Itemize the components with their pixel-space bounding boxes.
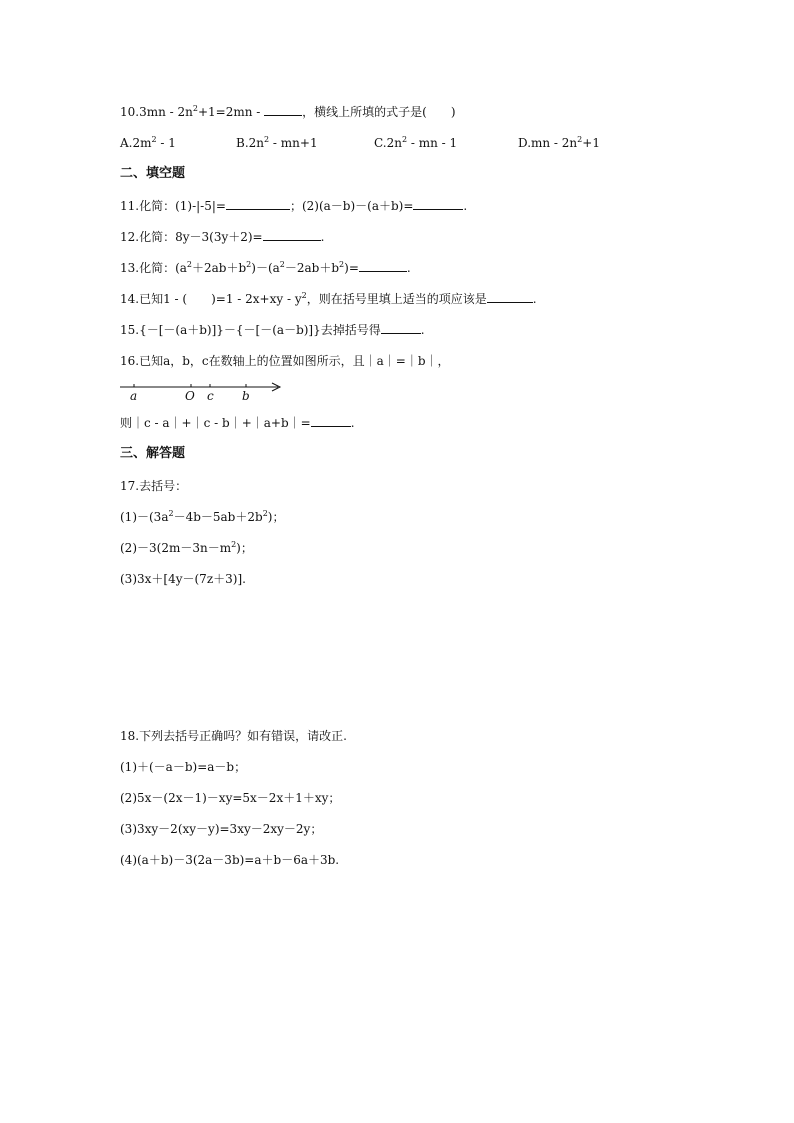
q11-blank-1[interactable] [226,198,290,210]
q17-part-2 [120,540,253,556]
q17-p1-text-1: (1)－(3a [120,510,169,524]
q13-text-2: ＋2ab＋b [192,261,247,275]
label-b: b [242,389,250,403]
q17-p2-text-2: )； [236,541,253,555]
option-a-sup: 2 [151,135,157,144]
question-13 [120,260,411,276]
q18-item-2: (2)5x－(2x－1)－xy=5x－2x＋1＋xy； [120,791,341,805]
q15-text-1: 15.{－[－(a＋b)]}－{－[－(a－b)]}去掉括号得 [120,323,381,337]
q17-p1-sup-2: 2 [262,509,268,518]
q15-blank[interactable] [381,322,421,334]
q14-text-3: . [532,292,537,306]
q11-text-3: . [463,199,468,213]
option-a-text: A.2m [120,136,152,150]
section-2-heading: 二、填空题 [120,166,186,181]
q16-blank[interactable] [311,415,351,427]
q16-text-1: 则｜c - a｜+｜c - b｜+｜a+b｜= [120,416,311,430]
option-d-tail: +1 [582,136,600,150]
q10-option-a[interactable] [120,135,176,151]
question-10-stem [120,104,456,120]
option-b-tail: - mn+1 [269,136,318,150]
q14-text-2: ，则在括号里填上适当的项应该是 [306,292,487,306]
q12-text-2: . [320,230,325,244]
q13-text-5: )= [344,261,359,275]
q10-text-2: +1=2mn - [197,105,265,119]
q17-part-3: (3)3x＋[4y－(7z＋3)]. [120,572,246,586]
question-15 [120,322,425,338]
option-c-text: C.2n [374,136,402,150]
q18-item-1: (1)＋(－a－b)=a－b； [120,760,247,774]
q17-p2-sup: 2 [231,540,237,549]
q12-blank[interactable] [263,229,321,241]
q12-text-1: 12.化简：8y－3(3y＋2)= [120,230,263,244]
q16-text-2: . [350,416,355,430]
q10-option-b[interactable] [236,135,318,151]
q14-blank[interactable] [487,291,533,303]
q13-sup-1: 2 [186,260,193,269]
q13-text-4: －2ab＋b [284,261,340,275]
q17-p2-text-1: (2)－3(2m－3n－m [120,541,232,555]
q15-text-2: . [420,323,425,337]
question-17-title: 17.去括号： [120,479,188,493]
q18-item-3: (3)3xy－2(xy－y)=3xy－2xy－2y； [120,822,323,836]
section-3-heading: 三、解答题 [120,446,186,461]
option-c-sup: 2 [401,135,408,144]
label-o: O [185,389,195,403]
q13-blank[interactable] [359,260,407,272]
q13-text-1: 13.化简：(a [120,261,187,275]
q17-p1-text-3: )； [267,510,285,524]
q10-option-d[interactable] [518,135,600,151]
option-d-sup: 2 [577,135,583,144]
q18-item-4: (4)(a＋b)－3(2a－3b)=a＋b－6a＋3b. [120,853,340,867]
q11-blank-2[interactable] [413,198,463,210]
question-14 [120,291,537,307]
option-b-text: B.2n [236,136,264,150]
number-line-figure [120,378,290,404]
q10-answer-blank[interactable] [264,104,302,116]
q17-p1-text-2: －4b－5ab＋2b [173,510,263,524]
q10-text-3: ，横线上所填的式子是( ) [302,105,456,119]
label-a: a [130,389,138,403]
q10-sup: 2 [192,104,198,113]
option-a-tail: - 1 [156,136,176,150]
question-16-stem: 16.已知a，b，c在数轴上的位置如图所示，且｜a｜=｜b｜， [120,354,450,368]
q14-sup: 2 [301,291,307,300]
q11-text-2: ；(2)(a－b)－(a＋b)= [289,199,414,213]
q10-option-c[interactable] [374,135,457,151]
q17-part-1 [120,509,284,525]
q13-sup-4: 2 [339,260,345,269]
q13-sup-3: 2 [279,260,285,269]
q17-p1-sup-1: 2 [168,509,174,518]
question-11 [120,198,467,214]
option-c-tail: - mn - 1 [407,136,458,150]
q11-text-1: 11.化简：(1)-|-5|= [120,199,226,213]
q14-text-1: 14.已知1 - ( )=1 - 2x+xy - y [120,292,302,306]
q10-text-1: 10.3mn - 2n [120,105,193,119]
question-18-title: 18.下列去括号正确吗？如有错误，请改正. [120,729,347,743]
option-b-sup: 2 [264,135,270,144]
q13-text-3: )－(a [251,261,280,275]
label-c: c [207,389,214,403]
q13-sup-2: 2 [246,260,252,269]
question-16-ask [120,415,355,431]
q13-text-6: . [406,261,411,275]
question-12 [120,229,324,245]
option-d-text: D.mn - 2n [518,136,578,150]
